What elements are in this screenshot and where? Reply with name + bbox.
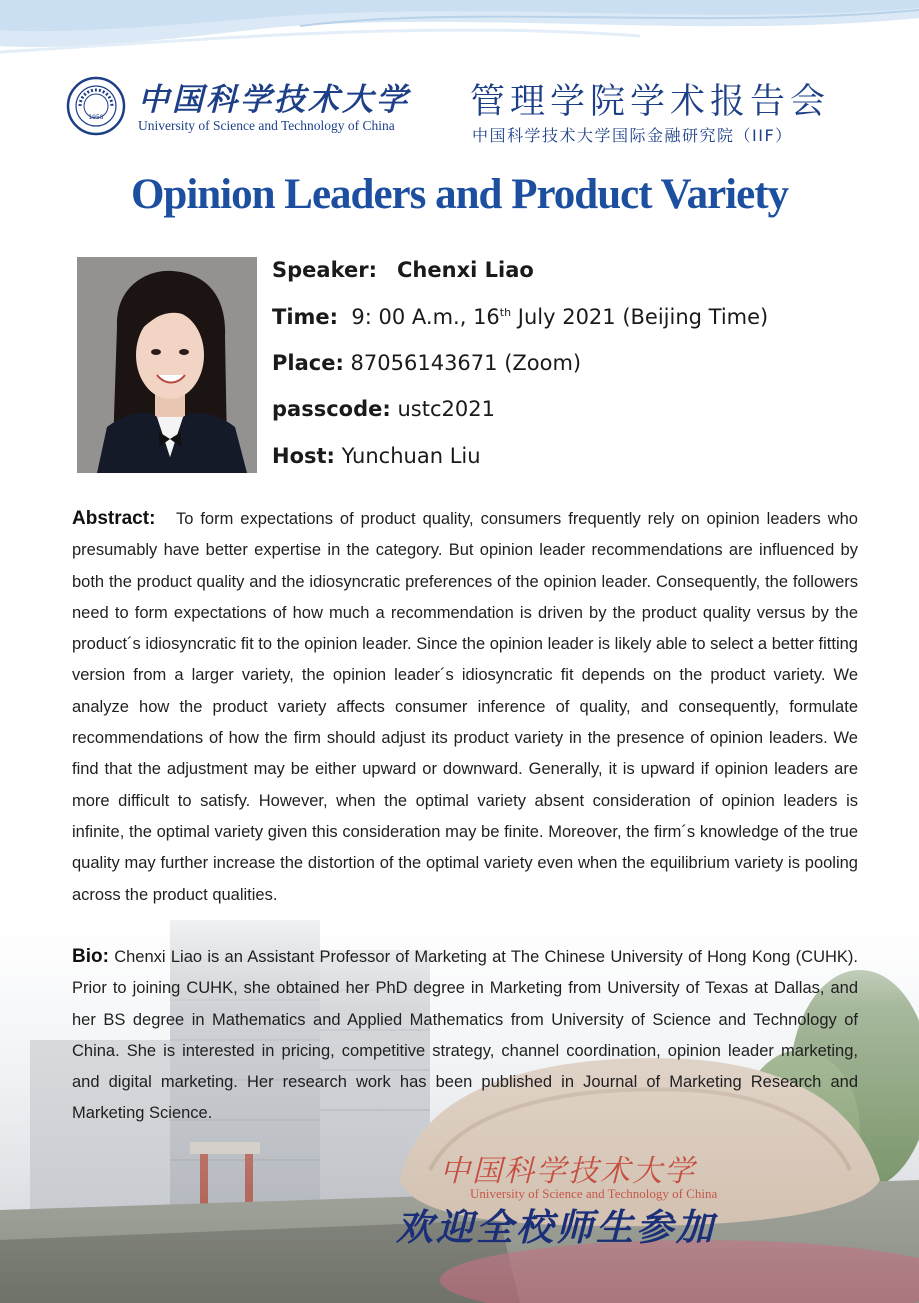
seal-year: 1958 <box>88 114 104 121</box>
host-line <box>272 444 481 468</box>
bio-label: Bio: <box>72 946 109 967</box>
time-suffix: July 2021 (Beijing Time) <box>511 305 769 329</box>
abstract-paragraph <box>72 503 858 911</box>
abstract-text: To form expectations of product quality, consumers frequently rely on opinion leaders who presumably have better expertise in the category. But opinion leader recommendations are influenced by both the product quality and the idiosyncratic preferences of the opinion leader. Consequently, the followers need to form expectations of how much a recommendation is driven by the product quality versus by the product´s idiosyncratic fit to the opinion leader. Since the opinion leader is likely able to select a better fitting version from a larger variety, the opinion leader´s idiosyncratic fit depends on the product variety. We analyze how the product variety affects consumer inference of quality, and consequently, formulate recommendations of how the firm should adjust its product variety in the presence of opinion leaders. We find that the adjustment may be either upward or downward. Generally, it is upward if opinion leaders are more difficult to satisfy. However, when the optimal variety absent consideration of opinion leaders is infinite, the optimal variety given this consideration may be finite. Moreover, the firm´s knowledge of the true quality may further increase the distortion of the optimal variety even when the equilibrium variety is pooling across the product qualities. <box>72 510 858 904</box>
series-title: 管理学院学术报告会 <box>470 82 831 122</box>
speaker-label: Speaker: <box>272 258 377 282</box>
passcode-line <box>272 397 495 421</box>
university-name-en: University of Science and Technology of China <box>138 118 395 133</box>
time-label: Time: <box>272 305 339 329</box>
speaker-photo <box>77 257 257 473</box>
time-prefix: 9: 00 A.m., 16 <box>351 305 500 329</box>
stone-engraving-cn: 中国科学技术大学 <box>440 1154 696 1189</box>
bio-paragraph <box>72 941 858 1130</box>
abstract-label: Abstract: <box>72 508 156 529</box>
time-line <box>272 305 768 329</box>
host-label: Host: <box>272 444 335 468</box>
passcode-value: ustc2021 <box>397 397 495 421</box>
passcode-label: passcode: <box>272 397 391 421</box>
place-label: Place: <box>272 351 344 375</box>
top-wave-decoration <box>0 0 919 70</box>
place-line <box>272 351 581 375</box>
speaker-name: Chenxi Liao <box>397 258 534 282</box>
speaker-line <box>272 258 534 282</box>
university-seal-logo <box>66 76 126 136</box>
host-value: Yunchuan Liu <box>341 444 481 468</box>
bio-text: Chenxi Liao is an Assistant Professor of Marketing at The Chinese University of Hong Kong (CUHK). Prior to joining CUHK, she obtained her PhD degree in Marketing from University of Texas at Dallas, and her BS degree in Mathematics and Applied Mathematics from University of Science and Technology of China. She is interested in pricing, competitive strategy, channel coordination, opinion leader marketing, and digital marketing. Her research work has been published in Journal of Marketing Research and Marketing Science. <box>72 948 858 1123</box>
welcome-banner: 欢迎全校师生参加 <box>396 1206 716 1249</box>
university-name-cn: 中国科学技术大学 <box>138 82 410 118</box>
place-value: 87056143671 (Zoom) <box>350 351 582 375</box>
series-subtitle: 中国科学技术大学国际金融研究院（IIF） <box>472 126 793 145</box>
stone-engraving-en: University of Science and Technology of China <box>470 1186 718 1201</box>
talk-title: Opinion Leaders and Product Variety <box>130 171 789 218</box>
time-superscript: th <box>499 306 512 319</box>
